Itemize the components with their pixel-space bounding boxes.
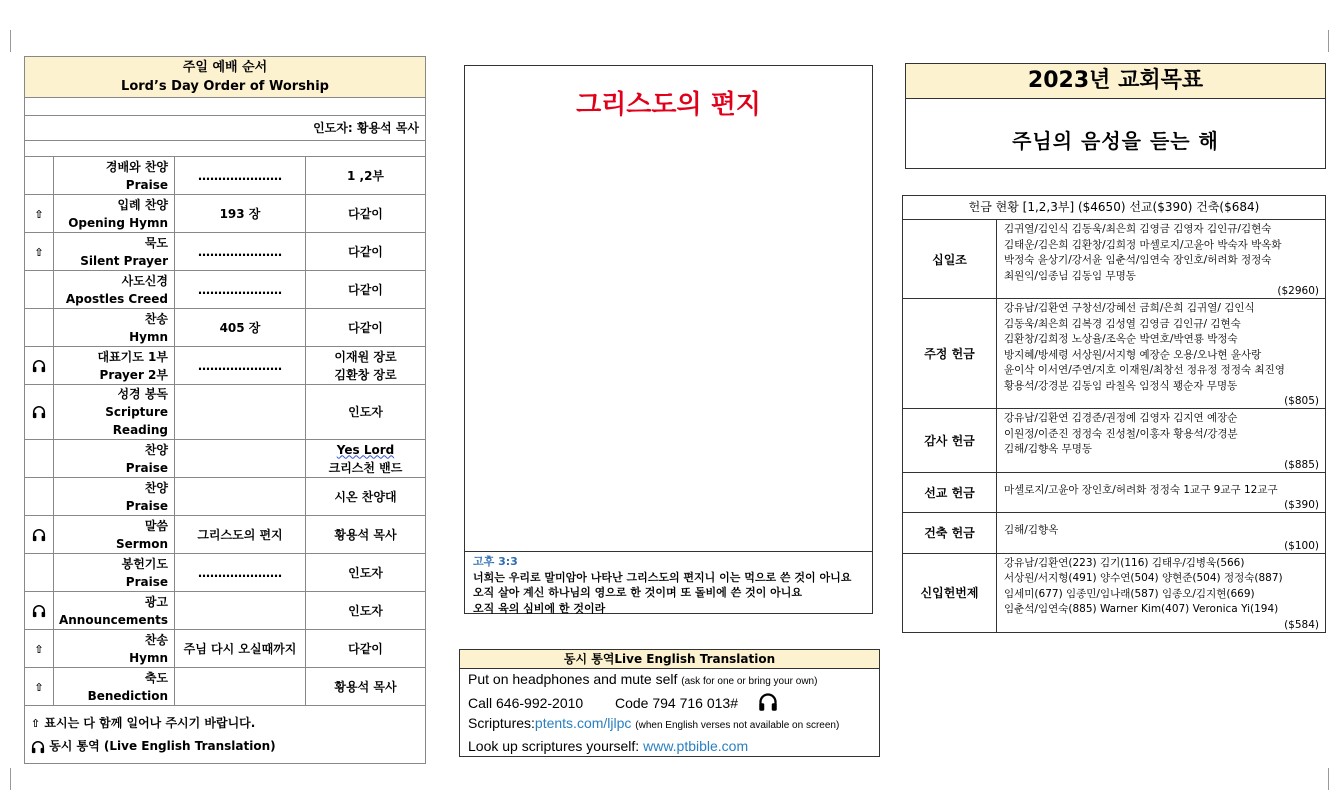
worship-blank-row (25, 98, 425, 116)
offering-category: 선교 헌금 (903, 472, 997, 513)
worship-leader: 인도자: 황용석 목사 (25, 116, 425, 141)
worship-row-icon-cell (25, 668, 54, 706)
worship-item-ko: 묵도 (144, 235, 168, 250)
note-translation (31, 735, 419, 757)
worship-order-panel (24, 56, 426, 764)
offering-amount: ($2960) (1277, 285, 1319, 297)
scriptures-note: (when English verses not available on screen) (635, 720, 840, 731)
verse-box (465, 551, 872, 616)
worship-row (25, 309, 425, 347)
worship-item-detail (175, 592, 306, 630)
goal-year-title: 2023년 교회목표 (906, 64, 1325, 99)
worship-item-leader (306, 347, 426, 385)
worship-item-leader (306, 516, 426, 554)
offering-names-line: 김동욱/최은희 김복경 김성열 김영금 김인규/ 김현숙 (1004, 317, 1241, 330)
worship-item-detail: ………………… (175, 271, 306, 309)
worship-leader-line: 다같이 (348, 282, 383, 297)
worship-item-detail: 그리스도의 편지 (175, 516, 306, 554)
worship-item-name (54, 478, 175, 516)
worship-item-detail: 405 장 (175, 309, 306, 347)
offering-names-line: 임세미(677) 임종민/임나래(587) 임종오/김지현(669) (1004, 587, 1255, 600)
worship-row (25, 478, 425, 516)
offering-names-line: 강유남/김환연 구창선/강혜선 금희/은희 김귀열/ 김인식 (1004, 302, 1255, 314)
offering-names (997, 299, 1326, 409)
call-number: Call 646-992-2010 (468, 695, 584, 711)
worship-row-icon-cell (25, 516, 54, 554)
worship-item-ko: 성경 봉독 (117, 387, 168, 401)
worship-item-leader (306, 157, 426, 195)
worship-item-en: Opening Hymn (68, 215, 168, 230)
verse-line: 오직 육의 심비에 한 것이라 (473, 601, 606, 615)
offering-amount: ($805) (1284, 395, 1319, 407)
note-stand (31, 712, 419, 735)
worship-row (25, 347, 425, 385)
lookup-label: Look up scriptures yourself: (468, 738, 640, 754)
offering-category: 십일조 (903, 220, 997, 299)
offering-names-line: 황용석/강경분 김동임 라칠옥 임정식 꽹순자 무명동 (1004, 379, 1238, 392)
worship-row-icon-cell (25, 554, 54, 592)
worship-item-en: Announcements (58, 612, 168, 627)
worship-item-leader (306, 668, 426, 706)
offering-names-line: 김해/김향옥 (1004, 524, 1059, 536)
worship-item-ko: 경배와 찬양 (105, 159, 168, 174)
worship-item-ko: 축도 (144, 670, 168, 685)
offering-row (903, 299, 1325, 409)
crop-mark-top-right (1328, 30, 1339, 52)
worship-item-ko: 광고 (144, 594, 168, 609)
offering-names (997, 472, 1326, 513)
goal-motto: 주님의 음성을 듣는 해 (1012, 129, 1219, 153)
worship-item-en: Hymn (129, 329, 168, 344)
offering-names-line: 방지혜/방세령 서상원/서지형 예장순 오용/오나현 윤사랑 (1004, 348, 1262, 361)
worship-item-name (54, 668, 175, 706)
worship-notes (25, 706, 425, 763)
scriptures-link[interactable]: ptents.com/ljlpc (534, 715, 632, 731)
translation-panel (459, 649, 880, 757)
headphones-icon (32, 604, 46, 618)
note-stand-text: 표시는 다 함께 일어나 주시기 바랍니다. (44, 716, 256, 730)
translation-line-lookup (460, 736, 879, 756)
worship-table (25, 157, 425, 706)
worship-row-icon-cell (25, 309, 54, 347)
worship-item-en: Praise (125, 574, 168, 589)
headphones-icon (758, 692, 778, 712)
offering-category: 감사 헌금 (903, 409, 997, 473)
offering-row (903, 409, 1325, 473)
worship-leader-line: 김환창 장로 (334, 367, 397, 382)
stand-up-icon: ⇧ (34, 207, 44, 221)
worship-item-ko: 찬양 (144, 442, 168, 457)
worship-item-detail: ………………… (175, 347, 306, 385)
worship-leader-line: 시온 찬양대 (334, 489, 397, 504)
worship-item-name (54, 385, 175, 440)
offering-names-line: 최원익/임종님 김동임 무명동 (1004, 269, 1136, 282)
offering-table (903, 220, 1325, 632)
headphones-icon (32, 359, 46, 373)
stand-up-icon: ⇧ (31, 717, 41, 730)
worship-item-detail: 193 장 (175, 195, 306, 233)
worship-item-en: Praise (125, 498, 168, 513)
worship-leader-line: 이재원 장로 (334, 349, 397, 364)
offering-names-line: 강유남/김환연 김경준/권정예 김영자 김지연 예장순 (1004, 412, 1238, 424)
worship-item-ko: 찬양 (144, 480, 168, 495)
offering-names-line: 이원정/이준진 정정숙 진성철/이홍자 황용석/강경분 (1004, 427, 1238, 440)
worship-row-icon-cell (25, 347, 54, 385)
worship-item-leader (306, 630, 426, 668)
worship-item-leader (306, 309, 426, 347)
translation-line-scriptures (460, 713, 879, 736)
church-goal-panel (905, 63, 1326, 169)
offering-names-line: 김해/김향옥 무명동 (1004, 443, 1093, 455)
worship-item-en: Apostles Creed (65, 291, 168, 306)
call-code: Code 794 716 013# (614, 695, 738, 711)
offering-amount: ($584) (1284, 618, 1319, 631)
worship-gap-row (25, 141, 425, 157)
stand-up-icon: ⇧ (34, 642, 44, 656)
stand-up-icon: ⇧ (34, 680, 44, 694)
headphones-icon (31, 740, 45, 754)
worship-item-name (54, 309, 175, 347)
worship-leader-line: 다같이 (348, 641, 383, 656)
worship-leader-line: 1 ,2부 (346, 168, 385, 183)
worship-item-name (54, 271, 175, 309)
offering-summary: 헌금 현황 [1,2,3부] ($4650) 선교($390) 건축($684) (903, 196, 1325, 220)
headphones-note: (ask for one or bring your own) (681, 676, 818, 687)
worship-row (25, 516, 425, 554)
headphones-icon (32, 405, 46, 419)
worship-item-en: Praise (125, 177, 168, 192)
worship-item-detail: ………………… (175, 233, 306, 271)
offering-names (997, 409, 1326, 473)
worship-leader-line: 황용석 목사 (334, 527, 397, 542)
verse-line: 오직 살아 계신 하나님의 영으로 한 것이며 또 돌비에 쓴 것이 아니요 (473, 586, 803, 599)
offering-names-line: 김태운/김은희 김환창/김희정 마셀로지/고윤아 박숙자 박옥화 (1004, 238, 1282, 251)
worship-item-en: Praise (125, 460, 168, 475)
worship-leader-line: Yes Lord (336, 442, 395, 457)
worship-item-detail (175, 440, 306, 478)
offering-category: 건축 헌금 (903, 513, 997, 554)
translation-header: 동시 통역Live English Translation (460, 650, 879, 669)
offering-names-line: 서상원/서지형(491) 양수연(504) 양현준(504) 정정숙(887) (1004, 572, 1283, 584)
worship-item-name (54, 195, 175, 233)
crop-mark-bottom-left (0, 768, 11, 790)
verse-line: 너희는 우리로 말미암아 나타난 그리스도의 편지니 이는 먹으로 쓴 것이 아니요 (473, 570, 852, 584)
verse-reference: 고후 3:3 (473, 555, 518, 568)
worship-row (25, 271, 425, 309)
worship-leader-line: 다같이 (348, 244, 383, 259)
headphones-icon (32, 528, 46, 542)
worship-row (25, 440, 425, 478)
ptbible-link[interactable]: www.ptbible.com (643, 738, 749, 754)
offering-names-line: 임춘석/임연숙(885) Warner Kim(407) Veronica Yi(194) (1004, 603, 1279, 615)
offering-row (903, 472, 1325, 513)
translation-line-call (460, 692, 879, 713)
offering-row (903, 553, 1325, 632)
worship-item-ko: 봉헌기도 (121, 556, 168, 571)
worship-item-ko: 대표기도 1부 (97, 349, 168, 364)
worship-item-detail (175, 385, 306, 440)
worship-row-icon-cell (25, 592, 54, 630)
worship-row (25, 668, 425, 706)
note-translation-text: 동시 통역 (Live English Translation) (49, 739, 276, 753)
worship-item-leader (306, 385, 426, 440)
offering-amount: ($885) (1284, 458, 1319, 471)
worship-item-leader (306, 233, 426, 271)
offering-names-line: 윤이삭 이서연/주연/지호 이재원/최창선 정유정 정정숙 최진영 (1004, 364, 1285, 376)
worship-item-name (54, 157, 175, 195)
worship-item-ko: 찬송 (144, 311, 168, 326)
worship-header (25, 57, 425, 98)
worship-row-icon-cell (25, 195, 54, 233)
worship-item-en: Sermon (116, 536, 168, 551)
worship-item-name (54, 630, 175, 668)
worship-row-icon-cell (25, 385, 54, 440)
offering-names-line: 김귀열/김인식 김동욱/최은희 김영금 김영자 김인규/김현숙 (1004, 223, 1272, 235)
sermon-title: 그리스도의 편지 (576, 90, 761, 120)
worship-row-icon-cell (25, 233, 54, 271)
worship-item-en: Prayer 2부 (99, 367, 168, 382)
worship-item-name (54, 592, 175, 630)
worship-item-detail: 주님 다시 오실때까지 (175, 630, 306, 668)
offering-row (903, 513, 1325, 554)
offering-panel (902, 195, 1326, 633)
offering-names-line: 마셀로지/고윤아 장인호/허려화 정정숙 1교구 9교구 12교구 (1004, 483, 1278, 496)
translation-line-headphones (460, 669, 879, 692)
worship-row (25, 233, 425, 271)
worship-row-icon-cell (25, 630, 54, 668)
crop-mark-top-left (0, 30, 11, 52)
worship-item-en: Hymn (129, 650, 168, 665)
worship-item-name (54, 347, 175, 385)
worship-item-ko: 입례 찬양 (117, 197, 168, 212)
worship-leader-line: 크리스천 밴드 (328, 460, 403, 475)
worship-leader-line: 인도자 (348, 405, 383, 419)
offering-amount: ($390) (1284, 499, 1319, 511)
offering-amount: ($100) (1284, 539, 1319, 552)
offering-category: 주정 헌금 (903, 299, 997, 409)
worship-title-en: Lord’s Day Order of Worship (121, 79, 329, 94)
worship-leader-line: 인도자 (348, 603, 383, 618)
worship-item-en: Benediction (87, 688, 168, 703)
offering-names-line: 박정숙 윤상기/강서윤 임춘석/임연숙 장인호/허려화 정정숙 (1004, 254, 1272, 266)
worship-leader-line: 인도자 (348, 565, 383, 580)
worship-item-ko: 사도신경 (121, 273, 168, 288)
worship-leader-line: 다같이 (348, 320, 383, 335)
worship-leader-line: 다같이 (348, 206, 383, 221)
scriptures-label: Scriptures: (468, 715, 535, 731)
offering-names (997, 220, 1326, 299)
worship-item-leader (306, 478, 426, 516)
worship-leader-line: 황용석 목사 (334, 679, 397, 694)
offering-names (997, 513, 1326, 554)
worship-row-icon-cell (25, 440, 54, 478)
worship-item-leader (306, 195, 426, 233)
worship-row (25, 385, 425, 440)
worship-row-icon-cell (25, 478, 54, 516)
worship-row (25, 157, 425, 195)
worship-item-name (54, 440, 175, 478)
worship-row-icon-cell (25, 271, 54, 309)
worship-item-leader (306, 271, 426, 309)
worship-row (25, 592, 425, 630)
worship-row (25, 554, 425, 592)
worship-row-icon-cell (25, 157, 54, 195)
offering-names-line: 김환창/김희정 노상율/조옥순 박연호/박연룡 박정숙 (1004, 333, 1238, 345)
headphones-instruction: Put on headphones and mute self (468, 671, 678, 687)
worship-item-leader (306, 440, 426, 478)
worship-item-leader (306, 554, 426, 592)
worship-row (25, 195, 425, 233)
worship-item-detail (175, 478, 306, 516)
worship-item-name (54, 554, 175, 592)
worship-item-leader (306, 592, 426, 630)
worship-item-detail: ………………… (175, 157, 306, 195)
offering-row (903, 220, 1325, 299)
worship-item-name (54, 516, 175, 554)
worship-row (25, 630, 425, 668)
worship-item-name (54, 233, 175, 271)
worship-item-en: Silent Prayer (80, 253, 168, 268)
worship-item-ko: 찬송 (144, 632, 168, 647)
offering-names (997, 553, 1326, 632)
crop-mark-bottom-right (1328, 768, 1339, 790)
worship-item-detail (175, 668, 306, 706)
stand-up-icon: ⇧ (34, 245, 44, 259)
worship-item-ko: 말씀 (144, 518, 168, 533)
offering-category: 신입헌번제 (903, 553, 997, 632)
worship-item-detail: ………………… (175, 554, 306, 592)
worship-item-en: Scripture Reading (105, 405, 168, 437)
offering-names-line: 강유남/김환연(223) 김기(116) 김태우/김병욱(566) (1004, 556, 1245, 569)
sermon-panel (464, 65, 873, 614)
worship-title-ko: 주일 예배 순서 (182, 60, 268, 75)
